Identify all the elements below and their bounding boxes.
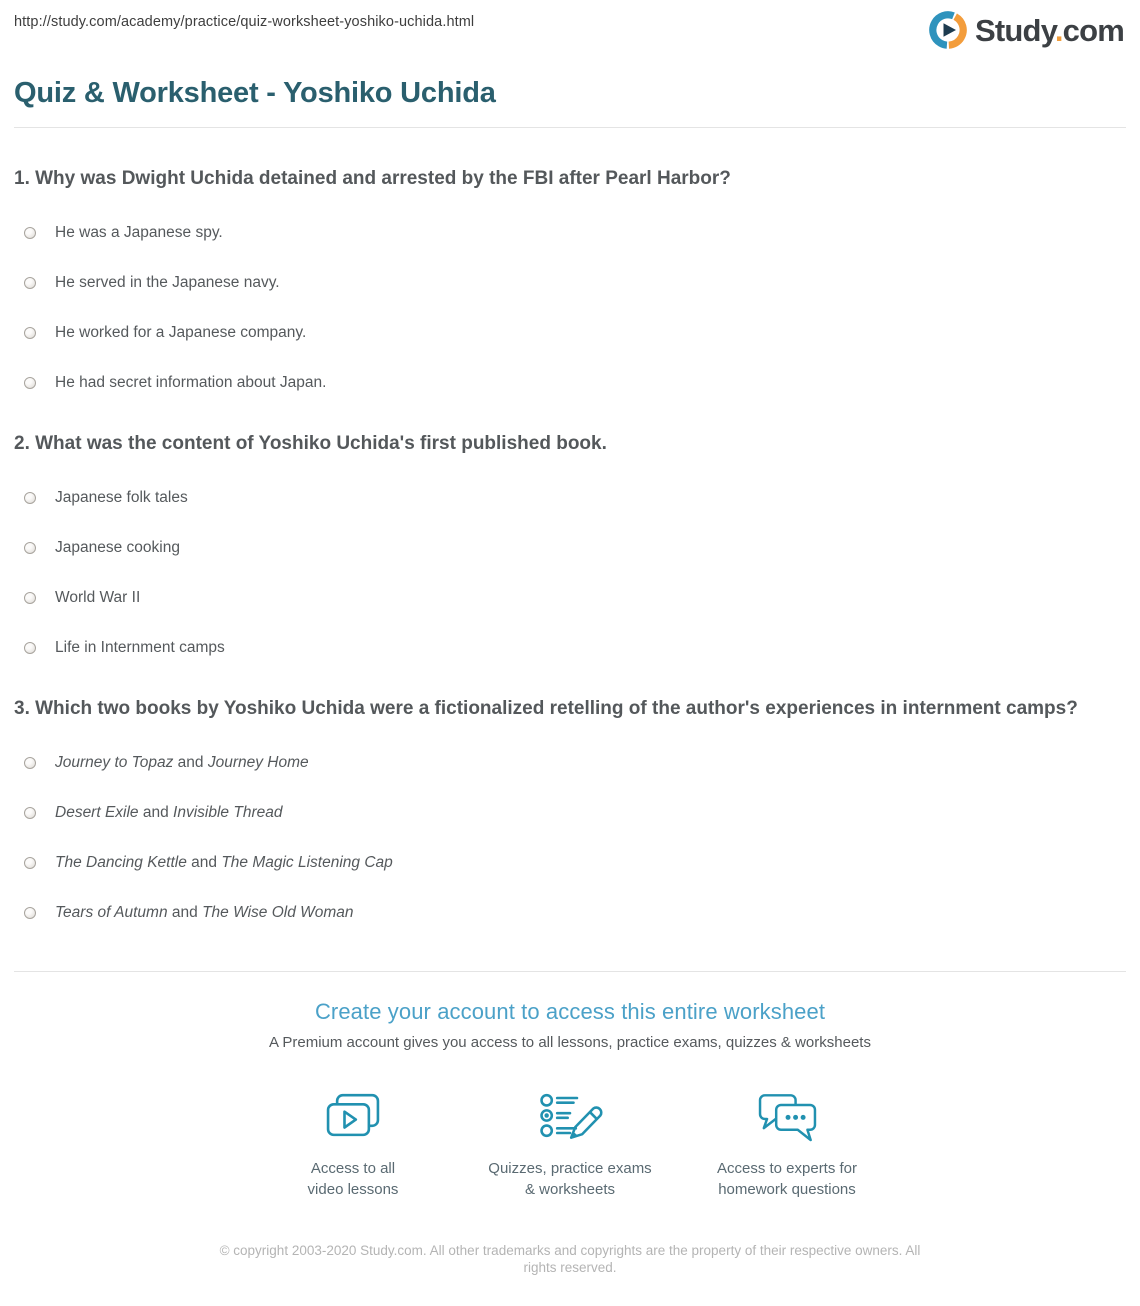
answer-option[interactable] [14,588,1126,608]
option-label: World War II [55,589,141,606]
logo-text-study: Study [975,12,1055,48]
feature-label-line: video lessons [307,1180,399,1198]
logo-text [975,12,1124,48]
question-text: 1. Why was Dwight Uchida detained and arrested by the FBI after Pearl Harbor? [14,168,731,189]
radio-button[interactable] [24,227,36,239]
radio-button[interactable] [24,907,36,919]
option-label: Desert Exile and Invisible Thread [55,804,283,821]
radio-button[interactable] [24,757,36,769]
feature-label-line: homework questions [718,1180,856,1198]
option-label: Life in Internment camps [55,639,225,656]
radio-button[interactable] [24,642,36,654]
title-divider [14,127,1126,128]
page-title: Quiz & Worksheet - Yoshiko Uchida [14,77,496,109]
feature-video-lessons [245,1091,462,1200]
option-label: He had secret information about Japan. [55,374,327,391]
answer-option[interactable] [14,223,1126,243]
option-label: He served in the Japanese navy. [55,274,280,291]
answer-option[interactable] [14,853,1126,873]
question-1 [14,165,1126,393]
feature-chat-experts [679,1091,896,1200]
radio-button[interactable] [24,542,36,554]
section-divider [14,971,1126,972]
option-label: Japanese cooking [55,539,180,556]
cta-section [0,999,1140,1200]
page-url: http://study.com/academy/practice/quiz-worksheet-yoshiko-uchida.html [14,14,475,30]
feature-label [245,1159,462,1200]
radio-button[interactable] [24,277,36,289]
questions-container [0,165,1140,923]
feature-quizzes-worksheets [462,1091,679,1200]
radio-button[interactable] [24,807,36,819]
feature-label-line: Quizzes, practice exams [488,1160,652,1177]
option-label: Japanese folk tales [55,489,188,506]
answer-option[interactable] [14,903,1126,923]
answer-option[interactable] [14,488,1126,508]
feature-label [679,1159,896,1200]
features-row [0,1091,1140,1200]
feature-label [462,1159,679,1200]
feature-label-line: Access to all [310,1160,396,1177]
answer-option[interactable] [14,273,1126,293]
radio-button[interactable] [24,857,36,869]
copyright-notice: © copyright 2003-2020 Study.com. All other trademarks and copyrights are the property of their respective owners. All rights reserved. [219,1243,921,1275]
answer-option[interactable] [14,803,1126,823]
studycom-logo-icon [928,10,968,50]
option-label: The Dancing Kettle and The Magic Listening Cap [55,854,393,871]
cta-subtitle: A Premium account gives you access to all lessons, practice exams, quizzes & worksheets [269,1034,871,1051]
radio-button[interactable] [24,492,36,504]
radio-button[interactable] [24,592,36,604]
question-text: 3. Which two books by Yoshiko Uchida were a fictionalized retelling of the author's experiences in internment camps? [14,698,1078,719]
radio-button[interactable] [24,377,36,389]
radio-button[interactable] [24,327,36,339]
feature-label-line: Access to experts for [716,1160,858,1177]
option-label: Journey to Topaz and Journey Home [55,754,309,771]
answer-option[interactable] [14,753,1126,773]
chat-experts-icon [679,1091,896,1152]
answer-option[interactable] [14,373,1126,393]
question-text: 2. What was the content of Yoshiko Uchida's first published book. [14,433,607,454]
top-bar [0,0,1140,50]
answer-option[interactable] [14,538,1126,558]
video-lessons-icon [245,1091,462,1152]
question-2 [14,430,1126,658]
answer-option[interactable] [14,323,1126,343]
studycom-logo[interactable] [928,10,1124,50]
option-label: He worked for a Japanese company. [55,324,307,341]
question-3 [14,695,1126,923]
answer-option[interactable] [14,638,1126,658]
logo-text-com: com [1062,12,1124,48]
logo-text-dot: . [1054,12,1063,48]
cta-title: Create your account to access this entire worksheet [314,999,826,1024]
option-label: He was a Japanese spy. [55,224,223,241]
feature-label-line: & worksheets [524,1180,616,1198]
option-label: Tears of Autumn and The Wise Old Woman [55,904,354,921]
quizzes-worksheets-icon [462,1091,679,1152]
